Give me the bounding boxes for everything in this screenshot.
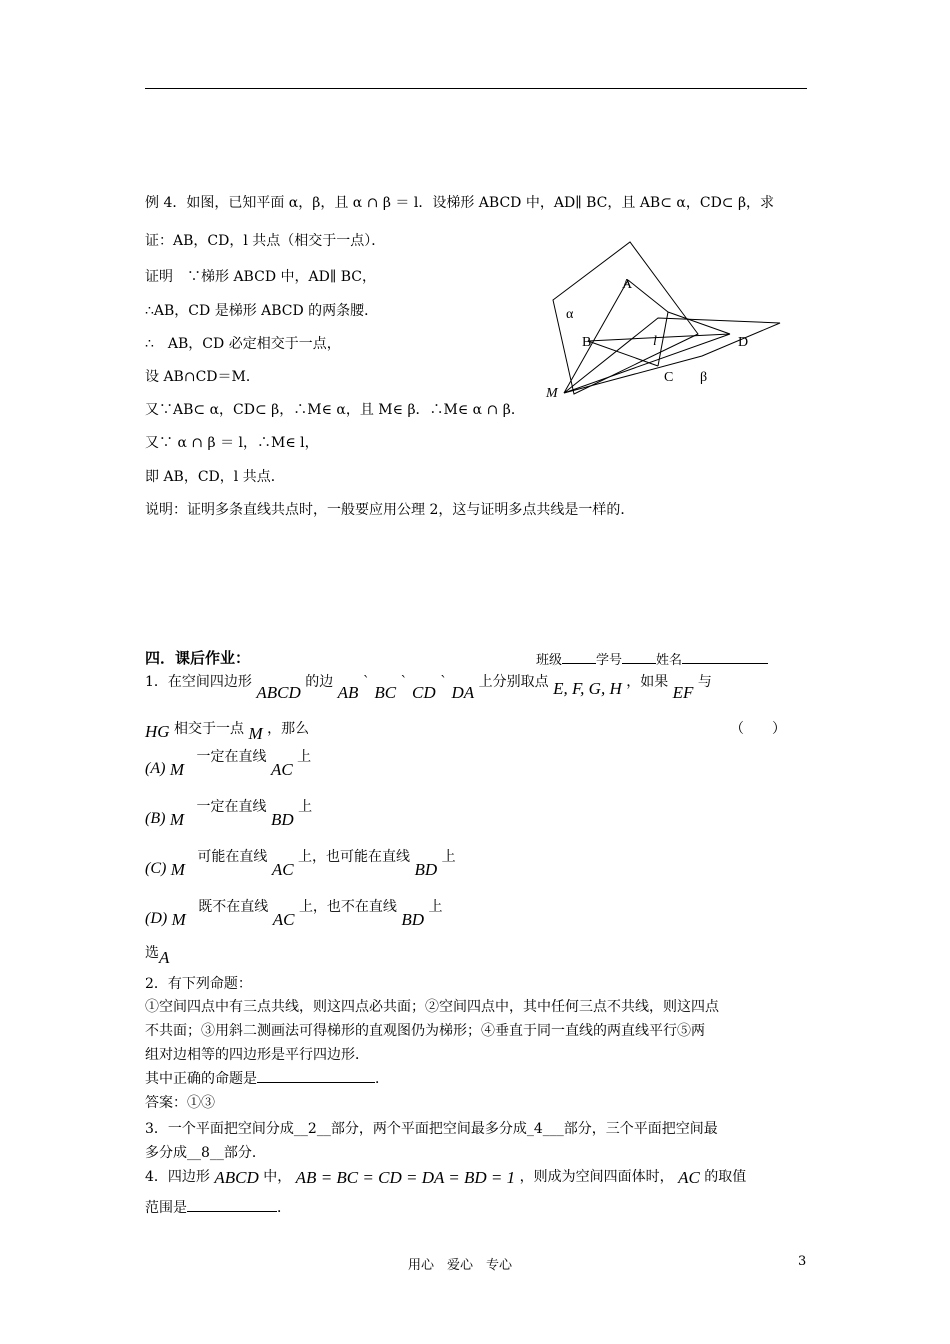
label-C: C bbox=[664, 370, 674, 385]
q2-line: 不共面；③用斜二测画法可得梯形的直观图仍为梯形；④垂直于同一直线的两直线平行⑤两 bbox=[145, 1023, 705, 1039]
line-to-d bbox=[668, 312, 730, 334]
q1-answer-paren: （ ） bbox=[730, 721, 786, 737]
page-number: 3 bbox=[798, 1254, 807, 1269]
proof-line: 又∵ α ∩ β ＝ l，∴M∈ l， bbox=[145, 435, 319, 451]
label-l: l bbox=[653, 334, 657, 349]
q2-answer: 答案：①③ bbox=[145, 1095, 215, 1111]
q1-line1: 1．在空间四边形 ABCD 的边 AB ` BC ` CD ` DA 上分别取点 E, F, G, H ，如果 EF 与 bbox=[145, 674, 712, 702]
label-A: A bbox=[622, 277, 633, 292]
example4-line1: 例 4．如图，已知平面 α，β，且 α ∩ β ＝ l．设梯形 ABCD 中，AD∥ BC，且 AB⊂ α，CD⊂ β，求 bbox=[145, 195, 775, 211]
line-ab bbox=[564, 280, 628, 393]
q1-answer: 选A bbox=[145, 945, 170, 967]
q2-line: 组对边相等的四边形是平行四边形． bbox=[145, 1047, 369, 1063]
q1-line2: HG 相交于一点 M ，那么 bbox=[145, 721, 310, 743]
proof-line: ∴ AB，CD 必定相交于一点， bbox=[145, 336, 341, 352]
q3-line2: 多分成__8__部分． bbox=[145, 1145, 266, 1161]
line-bd bbox=[588, 334, 730, 341]
label-alpha: α bbox=[566, 307, 574, 322]
q1-option-a: (A) M 一定在直线 AC 上 bbox=[145, 749, 312, 779]
footer-center: 用心 爱心 专心 bbox=[408, 1258, 513, 1273]
student-info: 班级 学号 姓名 bbox=[536, 649, 768, 668]
proof-line: ∴AB，CD 是梯形 ABCD 的两条腰． bbox=[145, 303, 379, 319]
proof-line: 即 AB，CD，l 共点． bbox=[145, 469, 285, 485]
q1-option-b: (B) M 一定在直线 BD 上 bbox=[145, 799, 313, 829]
label-B: B bbox=[582, 335, 592, 350]
q2-title: 2．有下列命题： bbox=[145, 976, 252, 992]
section-title: 四．课后作业： bbox=[145, 649, 251, 667]
label-D: D bbox=[738, 335, 749, 350]
label-beta: β bbox=[700, 370, 708, 385]
label-M: M bbox=[546, 386, 558, 401]
q4-line2: 范围是 ． bbox=[145, 1200, 291, 1216]
q1-option-d: (D) M 既不在直线 AC 上，也不在直线 BD 上 bbox=[145, 899, 443, 929]
proof-line: 证明 ∵梯形 ABCD 中，AD∥ BC， bbox=[145, 269, 377, 285]
example4-note: 说明：证明多条直线共点时，一般要应用公理 2，这与证明多点共线是一样的． bbox=[145, 502, 635, 518]
q1-option-c: (C) M 可能在直线 AC 上，也可能在直线 BD 上 bbox=[145, 849, 456, 879]
q3-line1: 3．一个平面把空间分成__2__部分，两个平面把空间最多分成_4___部分，三个平面把空间最 bbox=[145, 1121, 718, 1137]
proof-line: 又∵AB⊂ α，CD⊂ β，∴M∈ α，且 M∈ β．∴M∈ α ∩ β． bbox=[145, 402, 525, 418]
q4-line1: 4．四边形 ABCD 中， AB = BC = CD = DA = BD = 1 ，则成为空间四面体时， AC 的取值 bbox=[145, 1168, 747, 1187]
header-rule bbox=[145, 88, 807, 89]
example4-line2: 证：AB，CD，l 共点（相交于一点）． bbox=[145, 233, 386, 249]
planes-figure bbox=[540, 238, 790, 408]
proof-line: 设 AB∩CD＝M． bbox=[145, 369, 260, 385]
q2-line: ①空间四点中有三点共线，则这四点必共面；②空间四点中，其中任何三点不共线，则这四点 bbox=[145, 999, 719, 1015]
line-bc bbox=[588, 341, 658, 366]
q2-ask: 其中正确的命题是 ． bbox=[145, 1071, 389, 1087]
